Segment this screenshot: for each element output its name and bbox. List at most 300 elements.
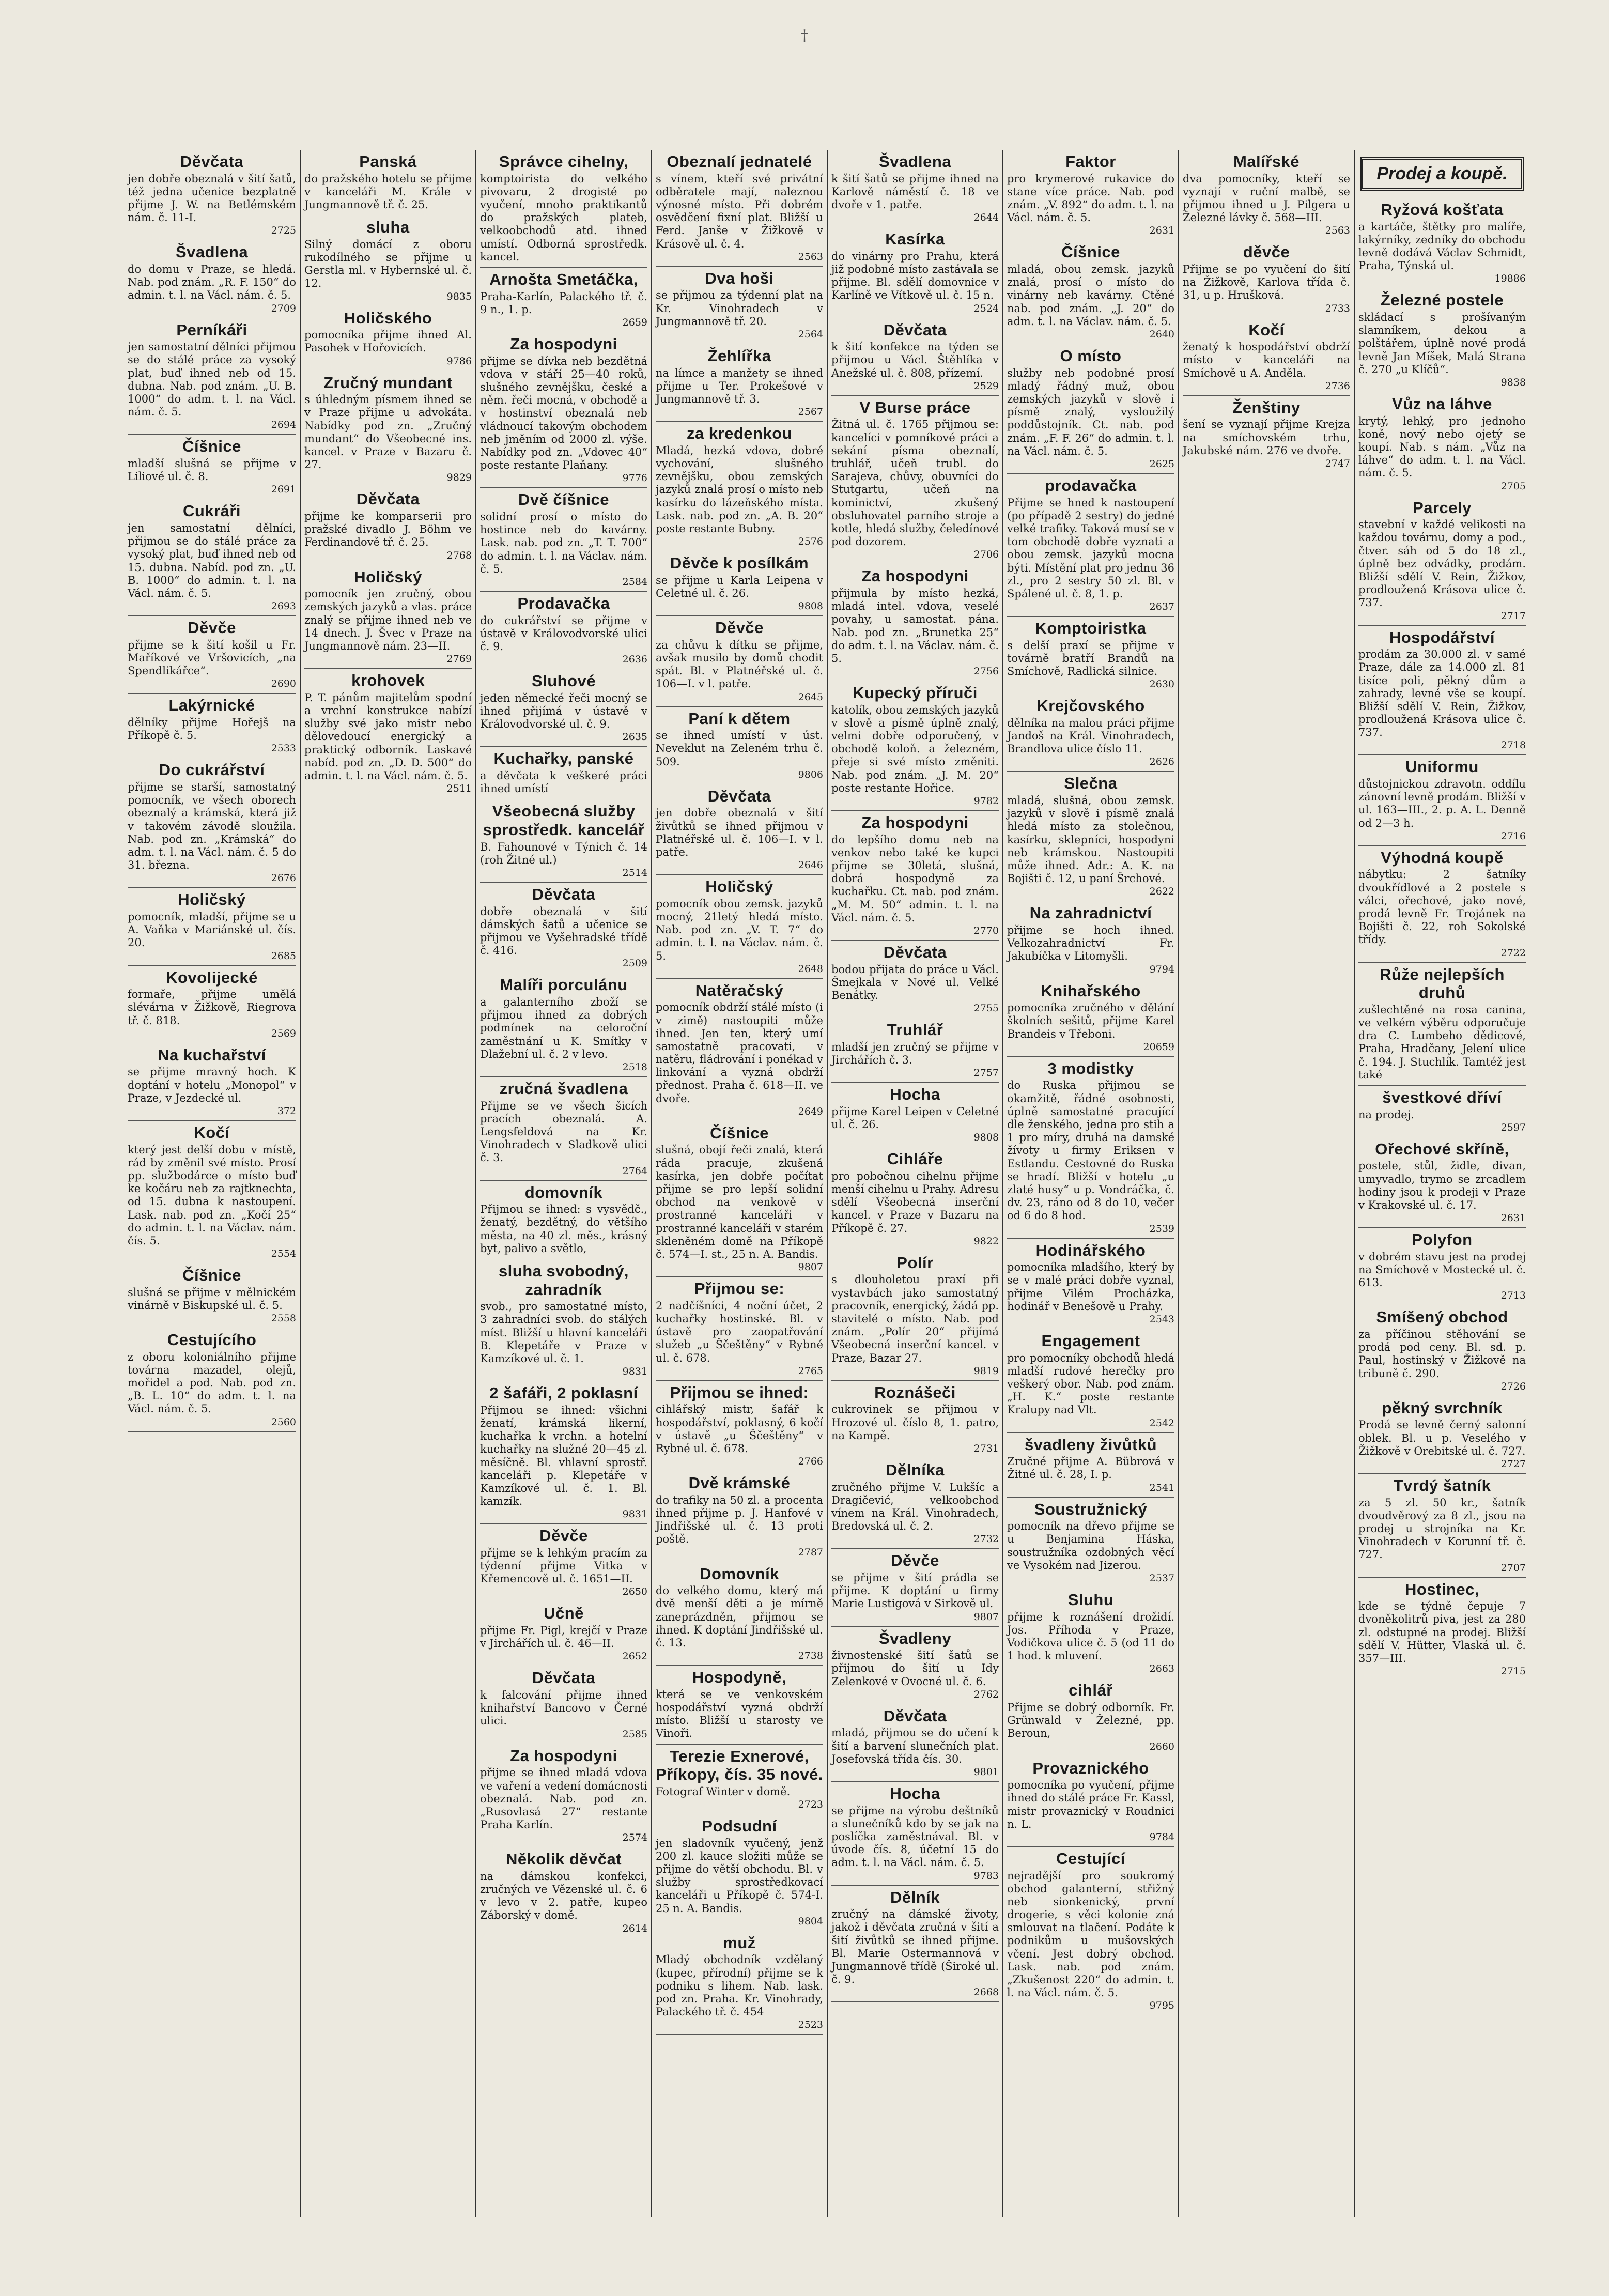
ad-number: 9808 [798,600,823,612]
classified-ad [1183,396,1350,473]
ad-text: se přijme u Karla Leipena v Celetné ul. č. 26. [656,574,823,599]
ad-text: skládací s prošívaným slamníkem, dekou a polštářem, úplně nové prodá levně Jan Míšek, Malá Strana č. 270 „u Klíčů“. [1358,311,1526,376]
classified-ad [656,1666,823,1744]
classified-ad [304,669,472,798]
classified-ad [304,215,472,306]
ad-title: Do cukrářství [159,761,265,779]
ad-text: přijme Karel Leipen v Celetné ul. č. 26. [831,1105,999,1131]
ad-number: 2768 [446,549,472,561]
ad-text: přijme se ihned mladá vdova ve vaření a vedení domácnosti obeznalá. Nab. pod zn. „Rusovlasá 27“ restante Praha Karlín. [480,1766,647,1831]
classified-ad [1358,288,1526,392]
ad-text: 2 nadčíšníci, 4 noční účet, 2 kuchařky hostinské. Bl. v ústavě pro zaopatřování služeb „u Ščeštěny“ v Rybné ul. č. 678. [656,1299,823,1364]
ad-title: Engagement [1041,1331,1140,1350]
column-5 [827,150,1002,2217]
classified-ad [480,669,647,747]
ad-number: 9822 [973,1235,999,1247]
ad-text: komptoirista do velkého pivovaru, 2 drogisté po vyučení, mnoho praktikantů do pražských plateb, velkoobchodů atd. ihned umístí. Odborná sprostředk. kancel. [480,172,647,263]
classified-ad [656,422,823,551]
classified-ad [1007,344,1174,474]
classified-ad [1358,755,1526,845]
classified-ad [1007,1329,1174,1433]
classified-ad [831,1886,999,2002]
classified-ad [831,227,999,318]
classified-ad [1007,1239,1174,1329]
ad-number: 2631 [1500,1212,1526,1224]
ad-number: 2644 [973,212,999,224]
ad-text: a kartáče, štětky pro malíře, lakýrníky, zedníky do obchodu levně dodává Václav Schmidt, Praha, Týnská ul. [1358,220,1526,272]
ad-text: Přijme se hned k nastoupení (po případě 2 sestry) do jedné velké trafiky. Taková musí se v tom obchodě dobře vyznati a obou zemsk. jazyků mocna býti. Místění plat pro jednu 36 zl., pro 2 sestry 50 zl. Bl. v Spálené ul. č. 8, 1. p. [1007,496,1175,600]
ad-title: Vůz na láhve [1392,394,1492,413]
ad-title: Za hospodyni [510,1746,617,1765]
ad-text: Přijme se po vyučení do šití na Žižkově, Karlova třída č. 31, u p. Hrušková. [1183,263,1350,302]
classified-ad [1007,694,1174,772]
ad-title: Panská [359,152,417,171]
classified-ad [831,1018,999,1083]
ad-text: pomocníka mladšího, který by se v malé práci dobře vyznal, přijme Vilém Procházka, hodinář v Benešově u Prahy. [1007,1261,1174,1313]
ad-text: s dlouholetou praxí při vystavbách jako samostatný pracovník, energický, žádá pp. stavitelé o místo. Nab. pod znám. „Polír 20“ přijímá Všeobecná inserční kancel. v Praze, Bazar 27. [831,1273,999,1364]
ad-text: přijme se starší, samostatný pomocník, ve všech oborech obeznalý a krámská, která již v takovém závodě sloužila. Nab. pod zn. „Krámská“ do adm. t. l. na Václ. nám. č. 5 do 31. března. [128,781,296,872]
ad-title: Slečna [1064,774,1118,793]
ad-number: 2567 [798,406,823,418]
classified-ad [128,499,296,616]
ad-text: zručného přijme V. Lukšíc a Dragičević, velkoobchod vínem na Král. Vinohradech, Bredovská ul. č. 2. [831,1481,999,1533]
ad-number: 2738 [798,1650,823,1662]
classified-ad [128,1043,296,1121]
ad-text: přijme se k lehkým pracím za týdenní přijme Vitka v Křemencově ul. č. 1651—II. [480,1546,647,1585]
ad-number: 2635 [622,731,647,743]
ad-number: 2766 [798,1456,823,1468]
ad-number: 2769 [446,653,472,665]
ad-title: Všeobecná služby sprostředk. kancelář [483,802,645,839]
ad-text: svob., pro samostatné místo, 3 zahradníci svob. do stálých míst. Bližší u hlavní kanceláři B. Klepetáře v Praze v Kamzíkové ul. č. 1. [480,1300,647,1365]
ad-number: 2585 [622,1728,647,1740]
ad-title: Domovník [700,1564,779,1583]
ad-title: Komptoiristka [1035,619,1147,638]
classified-ad [1007,474,1174,617]
ad-text: pomocníka po vyučení, přijme ihned do stálé práce Fr. Kassl, mistr provaznický v Roudnici n. L. [1007,1779,1174,1830]
ad-number: 2659 [622,316,647,328]
classified-ad [1358,392,1526,496]
ad-number: 2762 [973,1688,999,1700]
ad-number: 2668 [973,1986,999,1998]
ad-number: 2726 [1500,1380,1526,1392]
ad-title: Švadleny [878,1629,952,1647]
section-heading: Prodej a koupě. [1360,157,1524,191]
ad-text: do trafiky na 50 zl. a procenta ihned přijme p. J. Hanfové v Jindřišské ul. č. 13 proti poště. [656,1493,823,1546]
classified-ad [656,1121,823,1277]
ad-title: Paní k dětem [688,709,791,728]
classified-ad [480,488,647,592]
ad-title: Ořechové skříně, [1375,1139,1509,1158]
ad-title: Děvčata [883,1706,947,1725]
ad-text: formaře, přijme umělá slévárna v Žižkově, Riegrova tř. č. 818. [128,988,296,1027]
ad-number: 2663 [1149,1663,1174,1675]
ad-number: 2597 [1500,1121,1526,1133]
ad-number: 2725 [271,225,296,237]
classified-ad [1007,1057,1174,1239]
column-8 [1354,150,1529,2217]
ad-title: Cestující [1056,1849,1125,1868]
ad-title: Děvče [188,619,236,637]
ad-number: 2543 [1149,1313,1174,1325]
ad-title: Děvče [891,1551,939,1570]
classified-ad [1007,617,1174,694]
classified-ad [128,1121,296,1263]
classified-ad [128,318,296,435]
ad-title: Cihláře [887,1150,943,1168]
ad-title: Holičský [178,890,246,909]
ad-text: k šití šatů se přijme ihned na Karlově náměstí č. 18 ve dvoře v 1. patře. [831,172,999,211]
ad-title: Terezie Exnerové, Příkopy, čís. 35 nové. [656,1747,824,1784]
ad-title: Tvrdý šatník [1393,1476,1491,1495]
classified-ad [480,1847,647,1938]
ad-number: 2717 [1500,610,1526,622]
ad-title: Malířské [1233,152,1300,171]
ad-text: s úhledným písmem ihned se v Praze přijme u advokáta. Nabídky pod zn. „Zručný mundant“ do Všeobecné ins. kancel. v Praze v Bazaru č. 27. [304,393,472,471]
ad-text: jeden německé řeči mocný se ihned přijímá v ústavě v Královodvorské ul. č. 9. [480,691,647,731]
classified-ad [1007,1678,1174,1756]
ad-text: Zručné přijme A. Bübrová v Žitné ul. č. 28, I. p. [1007,1455,1174,1481]
ad-number: 9819 [973,1365,999,1377]
ad-number: 2765 [798,1365,823,1377]
ad-text: dobře obeznalá v šití dámských šatů a učenice se přijmou ve Vyšehradské třídě č. 416. [480,905,647,957]
ad-title: Krejčovského [1036,697,1145,715]
ad-title: Číšnice [1061,243,1120,261]
classified-ad [831,1704,999,1782]
ad-number: 2533 [271,743,296,754]
classified-ad [1007,979,1174,1057]
ad-number: 2640 [1149,328,1174,340]
ad-number: 9838 [1500,376,1526,388]
ad-title: Soustružnický [1034,1500,1148,1518]
ad-title: Holičský [354,567,422,586]
ad-text: pomocníka zručného v dělání školních sešitů, přijme Karel Brandeis v Třeboni. [1007,1001,1174,1040]
ad-number: 9776 [622,472,647,484]
ad-text: cukrovinek se přijmou v Hrozové ul. číslo 8, 1. patro, na Kampě. [831,1403,999,1442]
ad-number: 2631 [1149,225,1174,237]
classified-ad [1007,1847,1174,2016]
ad-text: Mladá, hezká vdova, dobré vychování, slušného zevnějšku, obou zemských jazyků znalá prosí o místo neb kasírku do lázeňského místa. Lask. nab. pod zn. „A. B. 20“ poste restante Bubny. [656,444,823,535]
ad-number: 9795 [1149,2000,1174,2012]
ad-text: pomocník obou zemsk. jazyků mocný, 21letý hledá místo. Nab. pod zn. „V. T. 7“ do admin. t. l. na Václav. nám. č. 5. [656,897,823,962]
ad-text: nejradější pro soukromý obchod galanterní, střižný neb sionkenický, první drogerie, s věci kolonie zná smlouvat na tlačení. Podáte k podnikům u mušovských včení. Jest dobrý obchod. Lask. nab. pod znám. „Zkušenost 220“ do admin. t. l. na Václ. nám. č. 5. [1007,1869,1174,1999]
ad-number: 9801 [973,1766,999,1778]
ad-number: 2733 [1325,302,1350,314]
ad-number: 9783 [973,1870,999,1882]
ad-title: Železné postele [1380,291,1504,310]
classified-ad [831,1147,999,1251]
ad-title: Sluhu [1067,1590,1114,1609]
ad-number: 2646 [798,859,823,871]
ad-number: 2718 [1500,739,1526,751]
ad-text: z oboru koloniálního přijme továrna mazadel, olejů, mořidel a pod. Nab. pod zn. „B. L. 10“ do adm. t. l. na Václ. nám. č. 5. [128,1350,296,1415]
classified-ad [1358,1396,1526,1474]
ad-number: 9831 [622,1508,647,1520]
ad-title: Za hospodyni [510,334,617,353]
ad-title: Děvčata [883,320,947,339]
classified-ad [1358,963,1526,1086]
classified-ad [656,344,823,422]
classified-ad [831,941,999,1018]
classified-ad [831,150,999,227]
ad-number: 2537 [1149,1572,1174,1584]
ad-text: jen dobře obeznalá v šití šatů, též jedna učenice bezplatně přijme J. W. na Betlémském nám. č. 11-I. [128,172,296,224]
ad-title: Cukráři [182,502,241,520]
ad-number: 2694 [271,419,296,431]
classified-ad [1358,1305,1526,1396]
classified-ad [831,1549,999,1626]
ad-text: B. Fahounové v Týnich č. 14 (roh Žitné ul.) [480,840,647,866]
classified-ad [304,487,472,565]
classified-ad [480,747,647,799]
ad-number: 2732 [973,1533,999,1545]
ad-title: Švadlena [175,243,249,261]
column-1 [124,150,300,2217]
ad-text: stavební v každé velikosti na každou továrnu, domy a pod., čtver. sáh od 5 do 18 zl., úplně bez odvádky, prodám. Bližší sdělí V. Rein, Žižkov, prodloužená Krásova ulice č. 737. [1358,518,1526,609]
ad-text: zušlechtěné na rosa canina, ve velkém výběru odporučuje dra C. Lumbeho dědicové, Praha, Hradčany, Jelení ulice č. 194. J. Stuchlík. Tamtéž jest také [1358,1003,1526,1081]
classified-ad [831,1251,999,1381]
ad-title: Hocha [890,1085,940,1104]
ad-title: sluha svobodný, zahradník [498,1261,629,1299]
classified-ad [128,240,296,318]
ad-text: do domu v Praze, se hledá. Nab. pod znám. „R. F. 150“ do admin. t. l. na Václ. nám. č. 5. [128,263,296,302]
ad-title: Děvčata [356,490,420,508]
ad-text: mladá, slušná, obou zemsk. jazyků v slově i písmě znalá hledá místo za stolečnou, kasírku, sklepníci, hospodyni neb krámskou. Nastoupiti může ihned. Adr.: A. K. na Bojišti č. 12, u paní Šrchové. [1007,794,1174,885]
ad-text: Mladý obchodník vzdělaný (kupec, přírodní) přijme se k podniku s lihem. Nab. lask. pod zn. Praha. Kr. Vinohrady, Palackého tř. č. 454 [656,1953,823,2018]
ad-text: mladší slušná se přijme v Liliové ul. č. 8. [128,457,296,483]
ad-text: s vínem, kteří své privátní odběratele mají, naleznou výnosné místo. Při dobrém osvědčení fixní plat. Bližší u Ferd. Janše v Žižkově v Krásově ul. č. 4. [656,172,823,250]
ad-number: 2660 [1149,1740,1174,1752]
ad-number: 2723 [798,1798,823,1810]
ad-title: děvče [1243,243,1290,261]
ad-text: se ihned umístí v úst. Neveklut na Zeleném trhu č. 509. [656,729,823,768]
ad-text: do Ruska přijmou se okamžitě, řádné osobnosti, úplně samostatné pracující dle ženského, jedna pro stih a 1 pro míry, druhá na damské žívoty u firmy Eriksen v Estlandu. Cestovné do Ruska se hradí. Bližší v hotelu „u zlaté husy“ u p. Vondráčka, č. dv. 23, ráno od 8 do 10, večer od 6 do 8 hod. [1007,1079,1174,1222]
ad-number: 2690 [271,678,296,690]
ad-number: 2757 [973,1067,999,1079]
ad-title: Na zahradnictví [1029,904,1152,922]
classified-ad [831,318,999,396]
ad-text: krytý, lehký, pro jednoho koně, nový nebo ojetý se koupí. Nab. s nám. „Vůz na láhve“ do adm. t. l. na Václ. nám. č. 5. [1358,414,1526,480]
classified-ad [480,1381,647,1524]
ad-number: 9782 [973,795,999,807]
ad-title: muž [723,1933,756,1952]
ad-title: Správce cihelny, [499,152,629,171]
ad-title: Několik děvčat [505,1850,622,1869]
ad-text: mladší jen zručný se přijme v Jirchářích č. 3. [831,1040,999,1067]
ad-number: 2630 [1149,679,1174,690]
ad-number: 2542 [1149,1417,1174,1429]
ad-number: 2529 [973,380,999,392]
page-mark: † [800,27,809,45]
ad-number: 9806 [798,768,823,780]
ad-title: Kočí [194,1123,230,1142]
classified-columns [124,150,1529,2217]
ad-number: 2576 [798,536,823,548]
ad-text: mladá, přijmou se do učení k šití a barvení slunečních plat. Josefovská třída čís. 30. [831,1727,999,1765]
ad-title: cihlář [1069,1681,1113,1700]
ad-text: přijmula by místo hezká, mladá intel. vdova, veselé povahy, u samostat. pána. Nab. pod zn. „Brunetka 25“ do adm. t. l. na Václav. nám. č. 5. [831,587,999,665]
ad-title: Holičský [705,877,773,896]
classified-ad [480,332,647,488]
ad-number: 2541 [1149,1482,1174,1493]
ad-text: nábytku: 2 šatníky dvoukřídlové a 2 postele s válci, ořechové, jako nové, prodá levně Fr. Trojánek na Bojišti č. 22, roh Sokolské třídy. [1358,868,1526,946]
classified-ad [656,150,823,267]
ad-text: P. T. pánům majitelům spodní a vrchní konstrukce nabízí služby své jako mistr nebo dělovedoucí energický a praktický odborník. Laskavé nabíd. pod zn. „D. D. 500“ do admin. t. l. na Václ. nám. č. 5. [304,691,472,782]
classified-ad [128,694,296,758]
ad-title: Kuchařky, panské [493,749,634,768]
classified-ad [304,371,472,488]
ad-number: 2614 [622,1922,647,1934]
ad-number: 2770 [973,924,999,936]
ad-number: 2787 [798,1546,823,1558]
ad-number: 9831 [622,1366,647,1378]
ad-text: bodou přijata do práce u Václ. Šmejkala v Nové ul. Velké Benátky. [831,963,999,1001]
ad-title: zručná švadlena [499,1079,628,1098]
classified-ad [1183,318,1350,396]
classified-ad [480,1601,647,1666]
ad-number: 2676 [271,872,296,884]
classified-ad [1183,150,1350,240]
ad-title: domovník [524,1183,603,1201]
ad-number: 2509 [622,958,647,969]
ad-title: Přijmou se: [694,1280,785,1298]
classified-ad [831,1083,999,1147]
ad-title: Výhodná koupě [1381,848,1504,867]
ad-text: do lepšího domu neb na venkov nebo také ke kupci přijme se 30letá, slušná, dobrá hospodyně za kuchařku. Ct. nab. pod znám. „M. M. 50“ admin. t. l. na Václ. nám. č. 5. [831,833,999,924]
ad-text: prodám za 30.000 zl. v samé Praze, dále za 14.000 zl. 81 tisíce poli, pěkný dům a zahrady, levné vše se koupí. Bližší sdělí V. Rein, Žižkov, prodloužená Krásova ulice č. 737. [1358,648,1526,739]
ad-title: Za hospodyni [861,567,969,585]
ad-number: 2511 [446,783,472,795]
ad-title: Žehlířka [707,346,771,365]
ad-number: 9784 [1149,1831,1174,1843]
ad-title: Dvě krámské [688,1474,791,1492]
ad-title: Růže nejlepších druhů [1380,965,1505,1002]
ad-text: se přijme na výrobu deštníků a slunečníků kdo by se jak na poslíčka zaměstnával. Bl. v úvode čís. 8, účetní 15 do adm. t. l. na Václ. nám. č. 5. [831,1804,999,1869]
ad-title: krohovek [351,671,425,690]
ad-text: pro pomocníky obchodů hledá mladší rudové herečky pro veškerý obor. Nab. pod znám. „H. K.“ poste restante Kralupy nad Vlt. [1007,1351,1174,1416]
ad-number: 2755 [973,1003,999,1014]
classified-ad [128,435,296,499]
ad-text: do pražského hotelu se přijme v kanceláři M. Krále v Jungmannově tř. č. 25. [304,172,472,211]
ad-title: Roznášeči [874,1383,956,1401]
ad-title: Faktor [1065,152,1116,171]
ad-number: 2514 [622,867,647,879]
ad-text: živnostenské šití šatů se přijmou do šití u Idy Zelenkové v Ovocné ul. č. 6. [831,1649,999,1688]
ad-title: Přijmou se ihned: [670,1383,809,1401]
ad-title: Truhlář [887,1021,943,1039]
ad-text: přijme Fr. Pigl, krejčí v Praze v Jirchářích ul. č. 46—II. [480,1624,647,1650]
ad-title: Ryžová košťata [1381,201,1504,219]
ad-title: Švadlena [878,152,952,171]
ad-text: Přijme se dobrý odborník. Fr. Grünwald v Železné, pp. Beroun, [1007,1701,1174,1740]
ad-number: 2563 [1325,225,1350,237]
ad-title: Na kuchařství [158,1045,266,1064]
ad-text: cihlářský mistr, šafář k hospodářství, poklasný, 6 kočí v ústavě „u Ščeštěny“ v Rybné ul. č. 678. [656,1403,823,1455]
ad-number: 2539 [1149,1223,1174,1235]
ad-text: k šití konfekce na týden se přijmou u Václ. Štěhlíka v Anežské ul. č. 808, přízemí. [831,341,999,379]
ad-text: Žitná ul. č. 1765 přijmou se: kancelíci v pomníkové práci a sekání písma obeznalí, truhlář, učeň trubl. do Sarajeva, chůvy, obuvníci do Stutgartu, učeň na kominictví, zkušený obsluhovatel parního stroje a kotle, hledá služby, čeledínové pod dozorem. [831,418,999,548]
ad-text: za příčinou stěhování se prodá pod ceny. Bl. sd. p. Paul, hostinský v Žižkově na tribuně č. 290. [1358,1328,1526,1380]
classified-ad [128,758,296,888]
classified-ad [1007,1433,1174,1498]
ad-text: Prodá se levně černý salonní oblek. Bl. u p. Veselého v Žižkově v Orebitské ul. č. 727. [1358,1419,1526,1457]
classified-ad [656,707,823,784]
ad-text: důstojnickou zdravotn. oddílu zánovní levně prodám. Bližší v ul. 163—III., 2. p. A. L. Denně od 2—3 h. [1358,778,1526,829]
classified-ad [656,1745,823,1814]
column-4 [651,150,827,2217]
ad-number: 2709 [271,302,296,314]
classified-ad [128,888,296,965]
classified-ad [656,1471,823,1562]
classified-ad [831,564,999,681]
ad-title: Děvčata [707,787,771,805]
ad-title: Arnošta Smetáčka, [489,270,638,288]
classified-ad [656,551,823,616]
classified-ad [831,1458,999,1549]
classified-ad [480,883,647,973]
ad-text: Silný domácí z oboru rukodílného se přijme u Gerstla ml. v Hybernské ul. č. 12. [304,238,472,290]
classified-ad [128,1263,296,1328]
ad-title: prodavačka [1045,476,1137,495]
classified-ad [480,1744,647,1848]
ad-text: dva pomocníky, kteří se vyznají v ruční malbě, se přijmou ihned u J. Pilgera u Železné lávky č. 568—III. [1183,172,1350,224]
ad-text: do cukrářství se přijme v ústavě v Královodvorské ulici č. 9. [480,614,647,653]
classified-ad [1007,240,1174,344]
ad-text: do velkého domu, který má dvě menší děti a je mírně zaneprázdněn, přijmou se ihned. K doptání Jindřišské ul. č. 13. [656,1584,823,1649]
classified-ad [1358,198,1526,288]
ad-title: Ženštiny [1232,398,1301,417]
ad-number: 2705 [1500,480,1526,492]
ad-number: 9829 [446,472,472,484]
ad-text: solidní prosí o místo do hostince neb do kavárny. Lask. nab. pod zn. „T. T. 700“ do admin. t. l. na Václav. nám. č. 5. [480,510,647,575]
ad-number: 2563 [798,251,823,263]
ad-text: slušná, obojí řeči znalá, která ráda pracuje, zkušená kasírka, jen dobře počítat přijme se pro lepší solidní obchod na venkově v prostranné kanceláři v prostranné kanceláři v starém skleněném domě na Příkopě č. 574—I. st., 25 n. A. Bandis. [656,1144,823,1260]
ad-number: 2558 [271,1313,296,1324]
classified-ad [480,1181,647,1259]
ad-number: 2650 [622,1586,647,1598]
ad-text: s delší praxí se přijme v továrně bratří Brandů na Smíchově, Radlická silnice. [1007,639,1174,678]
ad-title: Parcely [1413,498,1472,517]
ad-title: Kočí [1248,320,1285,339]
classified-ad [1007,1588,1174,1678]
classified-ad [656,1931,823,2035]
classified-ad [831,1627,999,1704]
ad-number: 9786 [446,355,472,367]
ad-number: 2693 [271,600,296,612]
ad-text: zručný na dámské životy, jakož i děvčata zručná v šití a šití živůtků se ihned přijme. Bl. Marie Ostermannová v Jungmannově třídě (Široké ul. č. 9. [831,1908,999,1986]
ad-text: šení se vyznají přijme Krejza na smíchovském trhu, Jakubské nám. 276 ve dvoře. [1183,418,1350,457]
ad-number: 2626 [1149,756,1174,768]
ad-title: Kovolijecké [166,968,258,987]
classified-ad [1358,1228,1526,1305]
ad-text: služby neb podobné prosí mladý řádný muž, obou zemských jazyků v slově i písmě znalý, vysloužilý poddůstojník. Ct. nab. pod znám. „F. F. 26“ do admin. t. l. na Václ. nám. č. 5. [1007,366,1174,457]
ad-title: Cestujícího [167,1331,257,1349]
ad-title: 2 šafáři, 2 poklasní [489,1384,638,1403]
ad-text: pro pobočnou cihelnu přijme menší cihelnu u Prahy. Adresu sdělí Všeobecná inserční kancel. v Praze v Bazaru na Příkopě č. 27. [831,1169,999,1235]
classified-ad [656,875,823,979]
column-3 [475,150,651,2217]
ad-number: 2564 [798,328,823,340]
ad-text: postele, stůl, židle, divan, umyvadlo, trymo se zrcadlem hodiny jsou k prodeji v Praze v Krakovské ul. č. 17. [1358,1160,1526,1212]
classified-ad [1007,1756,1174,1847]
ad-title: Číšnice [710,1123,769,1142]
ad-number: 2722 [1500,947,1526,959]
classified-ad [656,1381,823,1471]
ad-title: Perníkáři [176,320,247,339]
ad-text: pomocníka přijme ihned Al. Pasohek v Hořovicích. [304,329,472,355]
classified-ad [831,681,999,811]
ad-number: 2636 [622,654,647,666]
